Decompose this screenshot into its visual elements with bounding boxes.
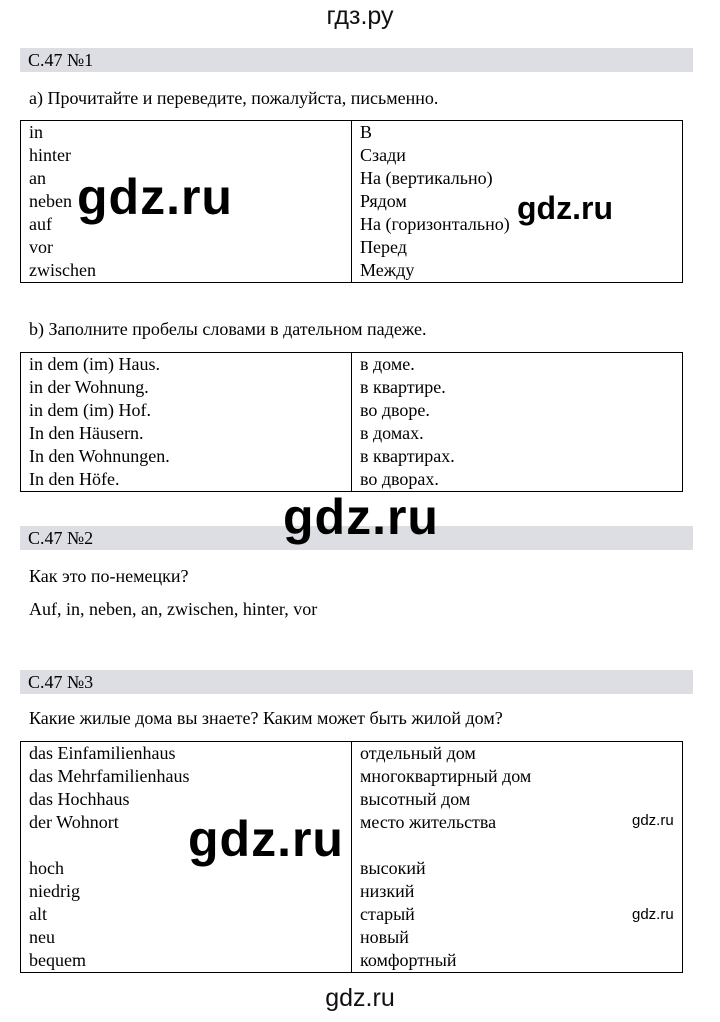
german-term: das Mehrfamilienhaus	[21, 765, 352, 788]
watermark-logo-1: gdz.ru	[77, 169, 233, 225]
russian-translation: старый	[352, 903, 683, 926]
section-2-answer: Auf, in, neben, an, zwischen, hinter, vor	[29, 599, 318, 619]
russian-translation: В	[352, 121, 683, 145]
russian-translation: Рядом	[352, 190, 683, 213]
german-term: das Hochhaus	[21, 788, 352, 811]
german-term: In den Höfe.	[21, 468, 352, 492]
german-term: vor	[21, 236, 352, 259]
section-1-task-b: b) Заполните пробелы словами в дательном падеже.	[29, 319, 427, 339]
russian-translation: в домах.	[352, 422, 683, 445]
german-term: In den Häusern.	[21, 422, 352, 445]
german-term: an	[21, 167, 352, 190]
table-row	[21, 857, 683, 880]
russian-translation: низкий	[352, 880, 683, 903]
russian-translation: многоквартирный дом	[352, 765, 683, 788]
russian-translation: во дворе.	[352, 399, 683, 422]
german-term: In den Wohnungen.	[21, 445, 352, 468]
german-term: zwischen	[21, 259, 352, 283]
table-row	[21, 811, 683, 834]
german-term: der Wohnort	[21, 811, 352, 834]
watermark-small-1: gdz.ru	[632, 812, 674, 829]
table-row	[21, 399, 683, 422]
russian-translation: в квартире.	[352, 376, 683, 399]
table-row	[21, 353, 683, 377]
german-term: hinter	[21, 144, 352, 167]
german-term: in dem (im) Hof.	[21, 399, 352, 422]
russian-translation: новый	[352, 926, 683, 949]
table-row	[21, 376, 683, 399]
german-term: auf	[21, 213, 352, 236]
russian-translation	[352, 834, 683, 857]
russian-translation: в доме.	[352, 353, 683, 377]
table-row	[21, 236, 683, 259]
german-term: neu	[21, 926, 352, 949]
german-term: in dem (im) Haus.	[21, 353, 352, 377]
german-term: bequem	[21, 949, 352, 973]
russian-translation: Между	[352, 259, 683, 283]
table-row	[21, 926, 683, 949]
german-term: neben	[21, 190, 352, 213]
table-row	[21, 742, 683, 766]
russian-translation: комфортный	[352, 949, 683, 973]
houses-table	[20, 741, 683, 973]
german-term: hoch	[21, 857, 352, 880]
german-term: in	[21, 121, 352, 145]
section-1-task-a: a) Прочитайте и переведите, пожалуйста, письменно.	[29, 88, 439, 108]
table-row	[21, 445, 683, 468]
watermark-logo-4: gdz.ru	[188, 811, 344, 867]
section-3-question: Какие жилые дома вы знаете? Каким может быть жилой дом?	[29, 708, 503, 728]
table-row	[21, 121, 683, 145]
russian-translation: высотный дом	[352, 788, 683, 811]
watermark-logo-2: gdz.ru	[517, 190, 613, 226]
russian-translation: Сзади	[352, 144, 683, 167]
dative-table	[20, 352, 683, 492]
section-3-heading: С.47 №3	[20, 670, 693, 694]
table-row	[21, 834, 683, 857]
table-row	[21, 765, 683, 788]
russian-translation: высокий	[352, 857, 683, 880]
site-footer: gdz.ru	[325, 984, 395, 1012]
table-row	[21, 880, 683, 903]
russian-translation: Перед	[352, 236, 683, 259]
german-term: in der Wohnung.	[21, 376, 352, 399]
table-row	[21, 788, 683, 811]
table-row	[21, 422, 683, 445]
table-row	[21, 144, 683, 167]
table-row	[21, 259, 683, 283]
russian-translation: На (вертикально)	[352, 167, 683, 190]
german-term: niedrig	[21, 880, 352, 903]
section-1-heading: С.47 №1	[20, 48, 693, 72]
russian-translation: в квартирах.	[352, 445, 683, 468]
section-2-question: Как это по-немецки?	[29, 566, 189, 586]
site-header: гдз.ру	[326, 2, 394, 30]
german-term: alt	[21, 903, 352, 926]
russian-translation: отдельный дом	[352, 742, 683, 766]
section-2-heading: С.47 №2	[20, 526, 693, 550]
watermark-logo-3: gdz.ru	[283, 489, 439, 545]
table-row	[21, 949, 683, 973]
russian-translation: На (горизонтально)	[352, 213, 683, 236]
german-term: das Einfamilienhaus	[21, 742, 352, 766]
watermark-small-2: gdz.ru	[632, 906, 674, 923]
russian-translation: во дворах.	[352, 468, 683, 492]
russian-translation: место жительства	[352, 811, 683, 834]
table-row	[21, 903, 683, 926]
